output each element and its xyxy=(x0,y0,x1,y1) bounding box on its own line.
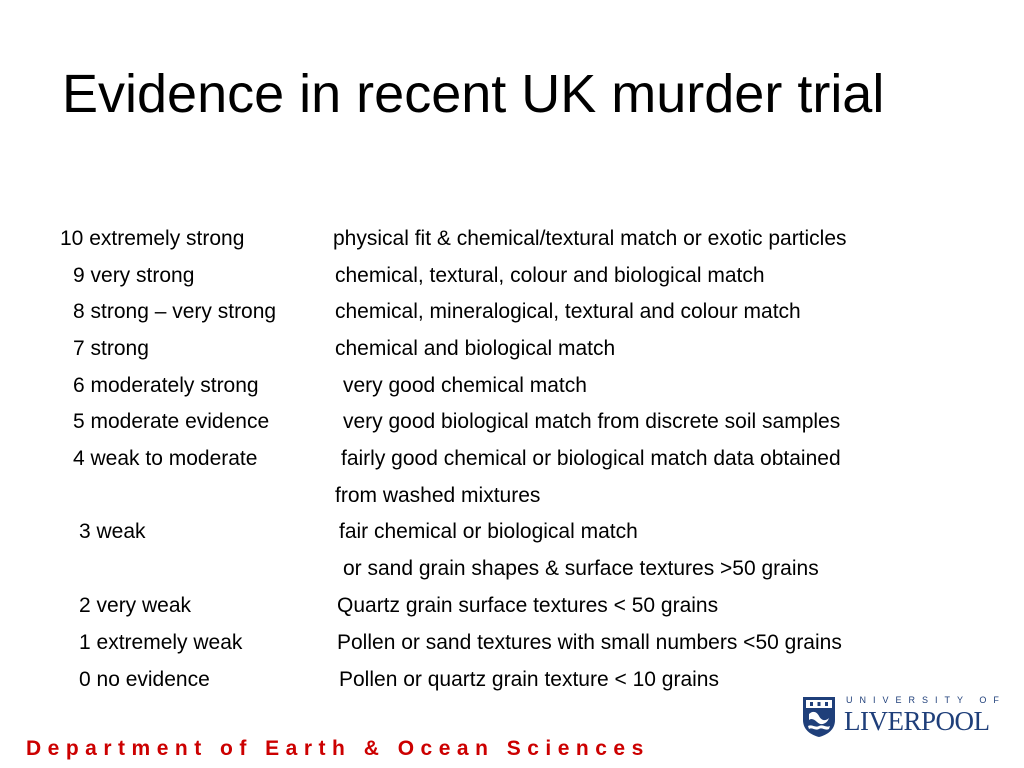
scale-description: very good biological match from discrete soil samples xyxy=(343,410,841,433)
scale-label: 4 weak to moderate xyxy=(73,447,258,470)
scale-label: 7 strong xyxy=(73,337,149,360)
scale-description: fairly good chemical or biological match data obtained xyxy=(341,447,841,470)
scale-label: 1 extremely weak xyxy=(79,631,243,654)
scale-description: chemical, textural, colour and biological match xyxy=(335,264,765,287)
scale-description: chemical, mineralogical, textural and colour match xyxy=(335,300,801,323)
slide-title: Evidence in recent UK murder trial xyxy=(62,64,885,124)
scale-description: very good chemical match xyxy=(343,374,587,397)
scale-label: 0 no evidence xyxy=(79,668,210,691)
scale-label: 3 weak xyxy=(79,520,146,543)
scale-description: from washed mixtures xyxy=(335,484,541,507)
scale-label: 2 very weak xyxy=(79,594,192,617)
university-logo xyxy=(800,694,1006,742)
scale-description: fair chemical or biological match xyxy=(339,520,638,543)
scale-description: physical fit & chemical/textural match or exotic particles xyxy=(333,227,847,250)
department-footer: Department of Earth & Ocean Sciences xyxy=(26,737,650,760)
scale-description: chemical and biological match xyxy=(335,337,616,360)
scale-label: 9 very strong xyxy=(73,264,195,287)
logo-liverpool-text: LIVERPOOL xyxy=(844,706,990,736)
logo-university-text: UNIVERSITY OF xyxy=(846,695,1006,705)
scale-description: Quartz grain surface textures < 50 grains xyxy=(337,594,719,617)
scale-description: Pollen or sand textures with small numbers <50 grains xyxy=(337,631,842,654)
scale-description: or sand grain shapes & surface textures >50 grains xyxy=(343,557,819,580)
scale-label: 8 strong – very strong xyxy=(73,300,277,323)
scale-label: 10 extremely strong xyxy=(60,227,245,250)
scale-label: 5 moderate evidence xyxy=(73,410,270,433)
university-crest-icon xyxy=(802,696,836,738)
scale-label: 6 moderately strong xyxy=(73,374,259,397)
scale-description: Pollen or quartz grain texture < 10 grains xyxy=(339,668,719,691)
